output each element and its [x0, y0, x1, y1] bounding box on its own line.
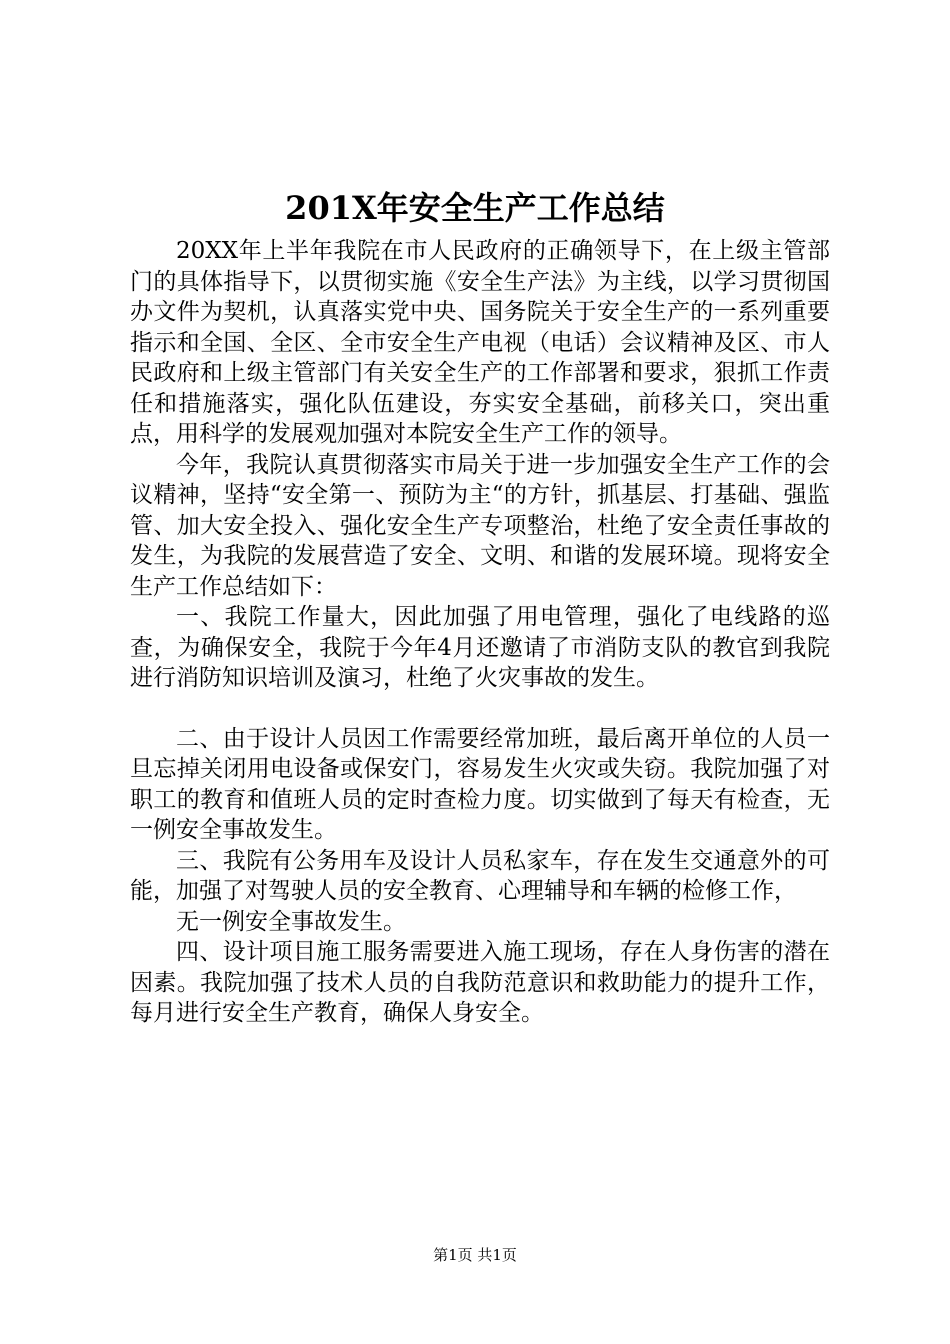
paragraph-item-3: 三、我院有公务用车及设计人员私家车，存在发生交通意外的可能，加强了对驾驶人员的安全教育、心理辅导和车辆的检修工作， [130, 847, 830, 904]
paragraph-item-2: 二、由于设计人员因工作需要经常加班，最后离开单位的人员一旦忘掉关闭用电设备或保安门，容易发生火灾或失窃。我院加强了对职工的教育和值班人员的定时查检力度。切实做到了每天有检查，无一例安全事故发生。 [130, 725, 830, 843]
paragraph-summary: 今年，我院认真贯彻落实市局关于进一步加强安全生产工作的会议精神，坚持“安全第一、预防为主“的方针，抓基层、打基础、强监管、加大安全投入、强化安全生产专项整治，杜绝了安全责任事故的发生，为我院的发展营造了安全、文明、和谐的发展环境。现将安全生产工作总结如下： [130, 451, 830, 600]
page-number-footer: 第1页 共1页 [433, 1246, 517, 1264]
paragraph-item-1: 一、我院工作量大，因此加强了用电管理，强化了电线路的巡查，为确保安全，我院于今年4月还邀请了市消防支队的教官到我院进行消防知识培训及演习，杜绝了火灾事故的发生。 [130, 604, 830, 691]
document-body [130, 236, 830, 1029]
paragraph-item-4: 四、设计项目施工服务需要进入施工现场，存在人身伤害的潜在因素。我院加强了技术人员的自我防范意识和救助能力的提升工作，每月进行安全生产教育，确保人身安全。 [130, 939, 830, 1026]
paragraph-spacer [130, 694, 830, 724]
page-title: 201X年安全生产工作总结 [285, 189, 665, 227]
paragraph-intro: 20XX年上半年我院在市人民政府的正确领导下，在上级主管部门的具体指导下，以贯彻实施《安全生产法》为主线，以学习贯彻国办文件为契机，认真落实党中央、国务院关于安全生产的一系列重要指示和全国、全区、全市安全生产电视（电话）会议精神及区、市人民政府和上级主管部门有关安全生产的工作部署和要求，狠抓工作责任和措施落实，强化队伍建设，夯实安全基础，前移关口，突出重点，用科学的发展观加强对本院安全生产工作的领导。 [130, 238, 830, 447]
paragraph-item-3-cont: 无一例安全事故发生。 [176, 908, 406, 935]
